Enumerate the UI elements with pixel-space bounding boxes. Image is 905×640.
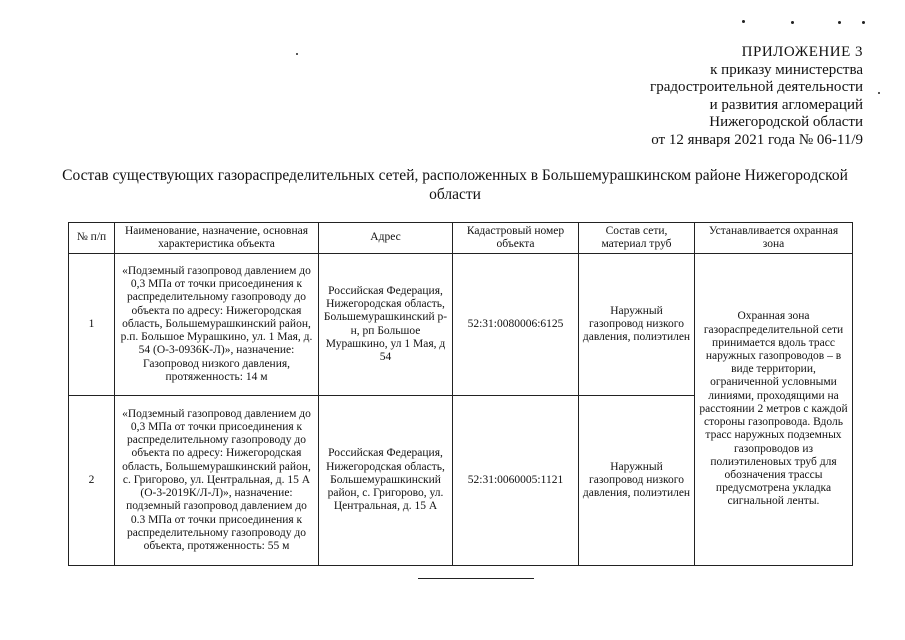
- gas-networks-table: [68, 222, 853, 566]
- appendix-header: [533, 44, 863, 149]
- footer-divider: [418, 578, 534, 579]
- header-network: Состав сети, материал труб: [579, 223, 695, 254]
- scan-speck: [791, 21, 794, 24]
- table-header-row: [69, 223, 853, 254]
- appendix-line: Нижегородской области: [709, 114, 863, 130]
- appendix-line: к приказу министерства: [710, 61, 863, 78]
- scan-speck: [862, 21, 865, 24]
- header-num: № п/п: [69, 223, 115, 254]
- scan-speck: [742, 20, 745, 23]
- header-address: Адрес: [319, 223, 453, 254]
- scan-speck: [296, 53, 298, 55]
- cell-cadastral: 52:31:0080006:6125: [453, 254, 579, 396]
- cell-cadastral: 52:31:0060005:1121: [453, 396, 579, 566]
- document-title: Состав существующих газораспределительных сетей, расположенных в Большемурашкинском районе Нижегородской области: [62, 167, 848, 203]
- header-name: Наименование, назначение, основная характеристика объекта: [115, 223, 319, 254]
- appendix-line: градостроительной деятельности: [650, 79, 863, 95]
- table-row: [69, 254, 853, 396]
- scan-speck: [878, 92, 880, 94]
- cell-name: «Подземный газопровод давлением до 0,3 МПа от точки присоединения к распределительному газопроводу до объекта по адресу: Нижегородская область, Большемурашкинский район, с. Григорово, ул. Центральная, д. 15 А (О-3-2019К/Л-Л)», назначение: подземный газопровод давлением до 0.3 МПа от точки присоединения к распределительному газопроводу до объекта, протяженность: 55 м: [115, 396, 319, 566]
- header-cadastral: Кадастровый номер объекта: [453, 223, 579, 254]
- appendix-title: ПРИЛОЖЕНИЕ 3: [741, 44, 863, 60]
- cell-num: 2: [69, 396, 115, 566]
- cell-network: Наружный газопровод низкого давления, полиэтилен: [579, 396, 695, 566]
- cell-address: Российская Федерация, Нижегородская область, Большемурашкинский р-н, рп Большое Мурашкино, ул 1 Мая, д 54: [319, 254, 453, 396]
- cell-zone: Охранная зона газораспределительной сети принимается вдоль трасс наружных газопроводов – в виде территории, ограниченной условными линиями, проходящими на расстоянии 2 метров с каждой стороны газопровода. Вдоль трасс наружных подземных газопроводов из полиэтиленовых труб для обозначения трассы предусмотрена укладка сигнальной ленты.: [695, 254, 853, 566]
- cell-network: Наружный газопровод низкого давления, полиэтилен: [579, 254, 695, 396]
- scan-speck: [838, 21, 841, 24]
- appendix-line: от 12 января 2021 года № 06-11/9: [651, 131, 863, 148]
- cell-address: Российская Федерация, Нижегородская область, Большемурашкинский район, с. Григорово, ул. Центральная, д. 15 А: [319, 396, 453, 566]
- cell-num: 1: [69, 254, 115, 396]
- cell-name: «Подземный газопровод давлением до 0,3 МПа от точки присоединения к распределительному газопроводу до объекта по адресу: Нижегородская область, Большемурашкинский район, р.п. Большое Мурашкино, ул. 1 Мая, д. 54 (О-3-0936К-Л)», назначение: Газопровод низкого давления, протяженность: 14 м: [115, 254, 319, 396]
- header-zone: Устанавливается охранная зона: [695, 223, 853, 254]
- appendix-line: и развития агломераций: [709, 96, 863, 113]
